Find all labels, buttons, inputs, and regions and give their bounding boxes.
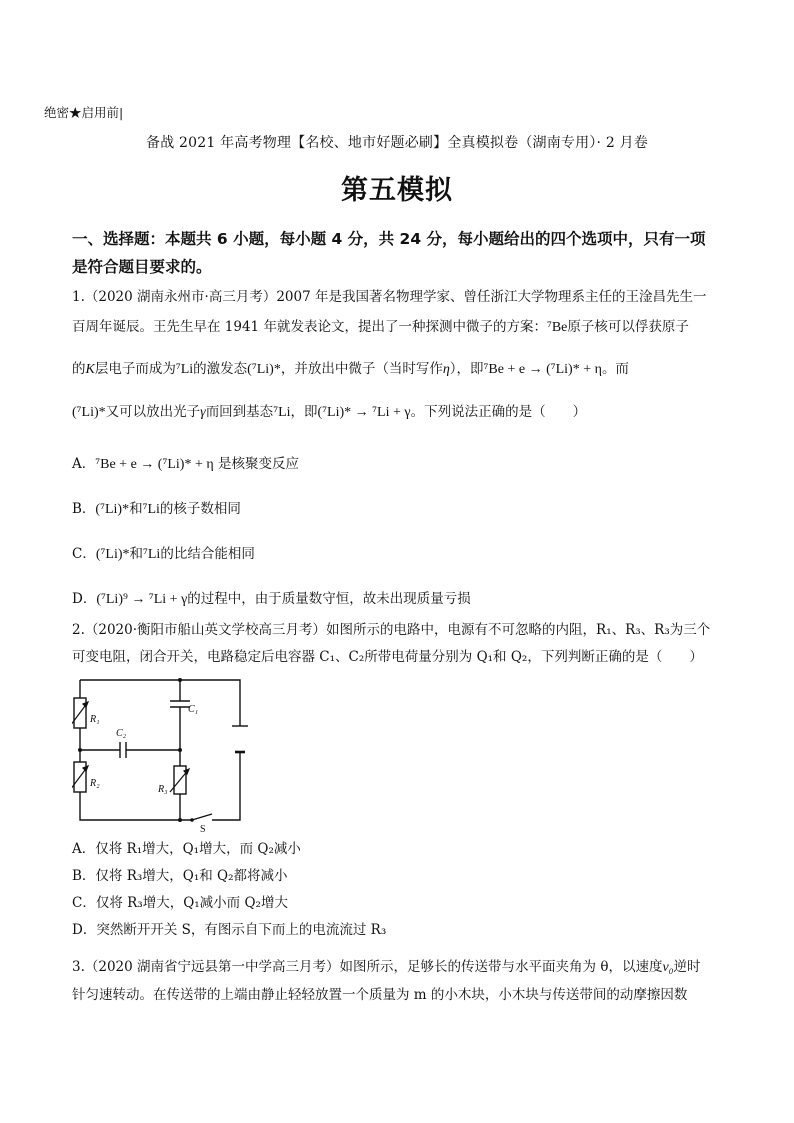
q1-line3: 的K层电子而成为⁷Li的激发态(⁷Li)*，并放出中微子（当时写作η），即⁷Be + e → (⁷Li)* + η。而: [72, 361, 629, 377]
q2-line1: 2.（2020·衡阳市船山英文学校高三月考）如图所示的电路中，电源有不可忽略的内阻，R₁、R₃、R₃为三个: [72, 622, 711, 638]
q2-option-b: B．仅将 R₃增大，Q₁和 Q₂都将减小: [72, 868, 288, 884]
q2-option-c: C．仅将 R₃增大，Q₁减小而 Q₂增大: [72, 895, 288, 911]
label-r2: R₂: [90, 778, 100, 789]
v0-symbol: v₀: [662, 960, 674, 975]
be7-symbol: ⁷Be: [546, 320, 568, 335]
label-r1: R₁: [90, 714, 100, 725]
q1-line1: 1.（2020 湖南永州市·高三月考）2007 年是我国著名物理学家、曾任浙江大学物理系主任的王淦昌先生一: [72, 289, 707, 305]
page-title: 第五模拟: [341, 175, 453, 206]
q2-option-d: D．突然断开开关 S，有图示自下而上的电流流过 R₃: [72, 922, 387, 938]
confidential-mark: 绝密★启用前|: [44, 105, 124, 120]
q3-line1: 3.（2020 湖南省宁远县第一中学高三月考）如图所示，足够长的传送带与水平面夹角为 θ，以速度v₀逆时: [72, 959, 701, 975]
q2-line2: 可变电阻，闭合开关，电路稳定后电容器 C₁、C₂所带电荷量分别为 Q₁和 Q₂，下列判断正确的是（ ）: [72, 649, 703, 665]
exam-subtitle: 备战 2021 年高考物理【名校、地市好题必刷】全真模拟卷（湖南专用）· 2 月卷: [146, 135, 648, 151]
label-c2: C₂: [116, 728, 127, 739]
q3-line2: 针匀速转动。在传送带的上端由静止轻轻放置一个质量为 m 的小木块，小木块与传送带间的动摩擦因数: [72, 987, 688, 1003]
circuit-diagram: [72, 674, 252, 834]
section-heading-line2: 是符合题目要求的。: [72, 258, 212, 276]
capture-equation: ⁷Be + e → (⁷Li)* + η: [483, 362, 602, 377]
q1-option-a: A．⁷Be + e → (⁷Li)* + η 是核聚变反应: [72, 456, 299, 472]
q1-option-c: C．(⁷Li)*和⁷Li的比结合能相同: [72, 546, 255, 562]
section-heading-line1: 一、选择题：本题共 6 小题，每小题 4 分，共 24 分，每小题给出的四个选项中，只有一项: [72, 230, 706, 248]
q1-line2: 百周年诞辰。王先生早在 1941 年就发表论文，提出了一种探测中微子的方案：⁷Be原子核可以俘获原子: [72, 319, 689, 335]
label-s: S: [200, 824, 206, 834]
q1-option-b: B．(⁷Li)*和⁷Li的核子数相同: [72, 501, 241, 517]
label-r3: R₃: [158, 784, 168, 795]
label-c1: C₁: [188, 704, 199, 715]
decay-equation: (⁷Li)* → ⁷Li + γ: [317, 405, 411, 420]
q1-option-d: D．(⁷Li)⁹ → ⁷Li + γ的过程中，由于质量数守恒，故未出现质量亏损: [72, 591, 471, 607]
q1-line4: (⁷Li)*又可以放出光子γ而回到基态⁷Li，即(⁷Li)* → ⁷Li + γ。下列说法正确的是（ ）: [72, 404, 587, 420]
q2-option-a: A．仅将 R₁增大，Q₁增大，而 Q₂减小: [72, 841, 301, 857]
